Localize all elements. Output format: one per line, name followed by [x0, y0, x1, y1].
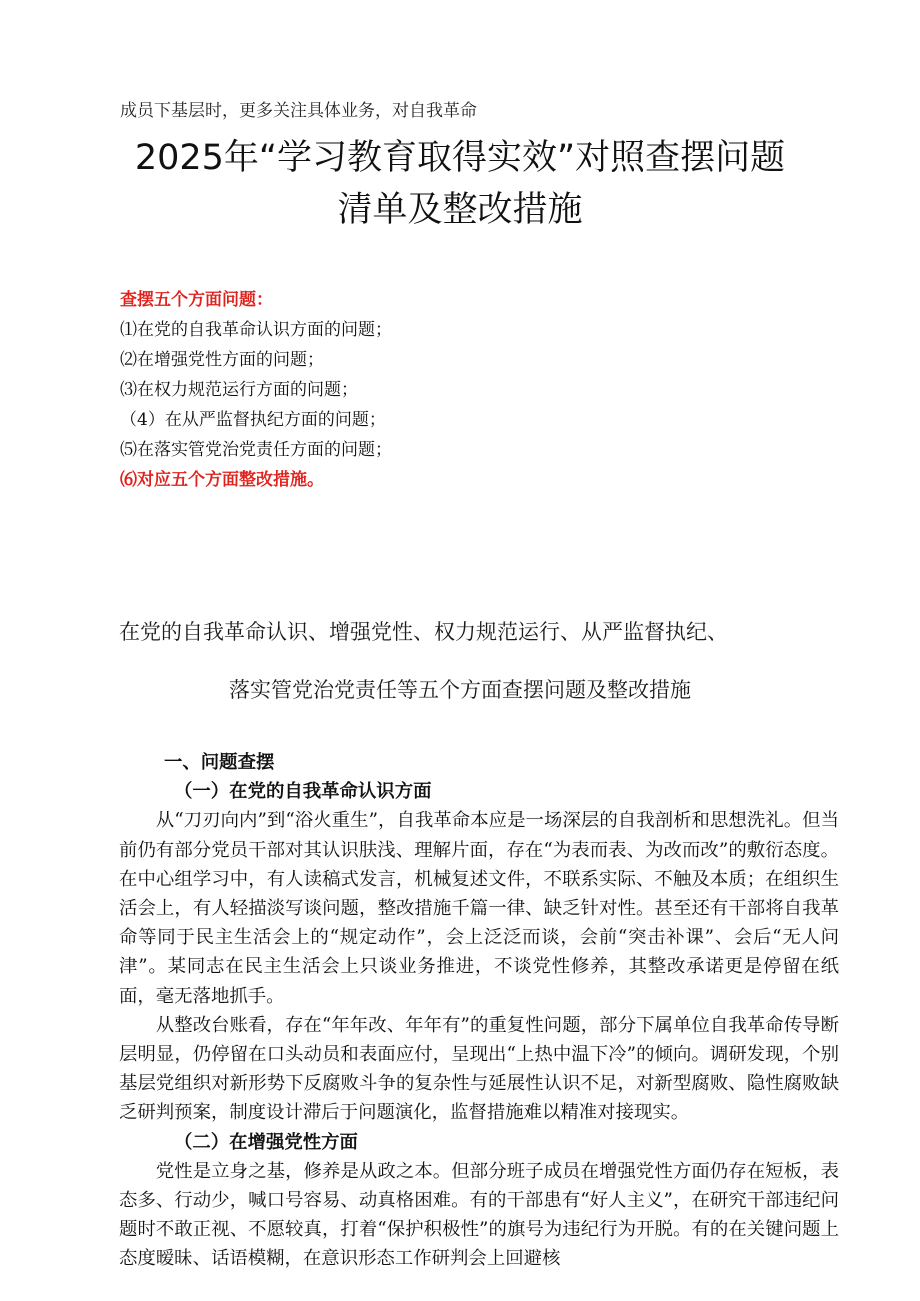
title-line-2: 清单及整改措施: [337, 190, 583, 230]
subsection-heading-party-spirit: （二）在增强党性方面: [174, 1131, 358, 1153]
subsection-heading-self-revolution: （一）在党的自我革命认识方面: [174, 781, 432, 803]
paragraph-self-revolution-1: 从“刀刃向内”到“浴火重生”，自我革命本应是一场深层的自我剖析和思想洗礼。但当前仍有部分党员干部对其认识肤浅、理解片面，存在“为表而表、为改而改”的敷衍态度。在中心组学习中，有人读稿式发言，机械复述文件，不联系实际、不触及本质；在组织生活会上，有人轻描淡写谈问题，整改措施千篇一律、缺乏针对性。甚至还有干部将自我革命等同于民主生活会上的“规定动作”，会上泛泛而谈，会前“突击补课”、会后“无人问津”。某同志在民主生活会上只谈业务推进，不谈党性修养，其整改承诺更是停留在纸面，毫无落地抓手。: [119, 810, 839, 1007]
title-line-1: 2025年“学习教育取得实效”对照查摆问题: [134, 138, 786, 178]
issue-item-2: ⑵在增强党性方面的问题；: [120, 350, 324, 370]
subtitle-line-2: 落实管党治党责任等五个方面查摆问题及整改措施: [229, 678, 691, 702]
issue-item-1: ⑴在党的自我革命认识方面的问题；: [120, 320, 392, 340]
page-title: [0, 132, 920, 236]
issue-item-4: （4）在从严监督执纪方面的问题；: [120, 410, 386, 430]
section-heading-problems: 一、问题查摆: [164, 752, 275, 773]
top-note-text: 成员下基层时，更多关注具体业务，对自我革命: [120, 101, 477, 121]
issue-item-5: ⑸在落实管党治党责任方面的问题；: [120, 440, 392, 460]
paragraph-self-revolution-2: 从整改台账看，存在“年年改、年年有”的重复性问题，部分下属单位自我革命传导断层明显，仍停留在口头动员和表面应付，呈现出“上热中温下冷”的倾向。调研发现，个别基层党组织对新形势下反腐败斗争的复杂性与延展性认识不足，对新型腐败、隐性腐败缺乏研判预案，制度设计滞后于问题演化，监督措施难以精准对接现实。: [119, 1014, 839, 1124]
subtitle-line-1: 在党的自我革命认识、增强党性、权力规范运行、从严监督执纪、: [119, 620, 728, 644]
issues-heading: 查摆五个方面问题：: [120, 290, 273, 310]
body-content: [119, 748, 839, 1274]
issue-item-6-measures: ⑹对应五个方面整改措施。: [120, 470, 324, 490]
paragraph-party-spirit-1: 党性是立身之基，修养是从政之本。但部分班子成员在增强党性方面仍存在短板，表态多、行动少，喊口号容易、动真格困难。有的干部患有“好人主义”，在研究干部违纪问题时不敢正视、不愿较真，打着“保护积极性”的旗号为违纪行为开脱。有的在关键问题上态度暧昧、话语模糊，在意识形态工作研判会上回避核: [119, 1160, 839, 1270]
issues-list: [120, 285, 820, 495]
issue-item-3: ⑶在权力规范运行方面的问题；: [120, 380, 358, 400]
